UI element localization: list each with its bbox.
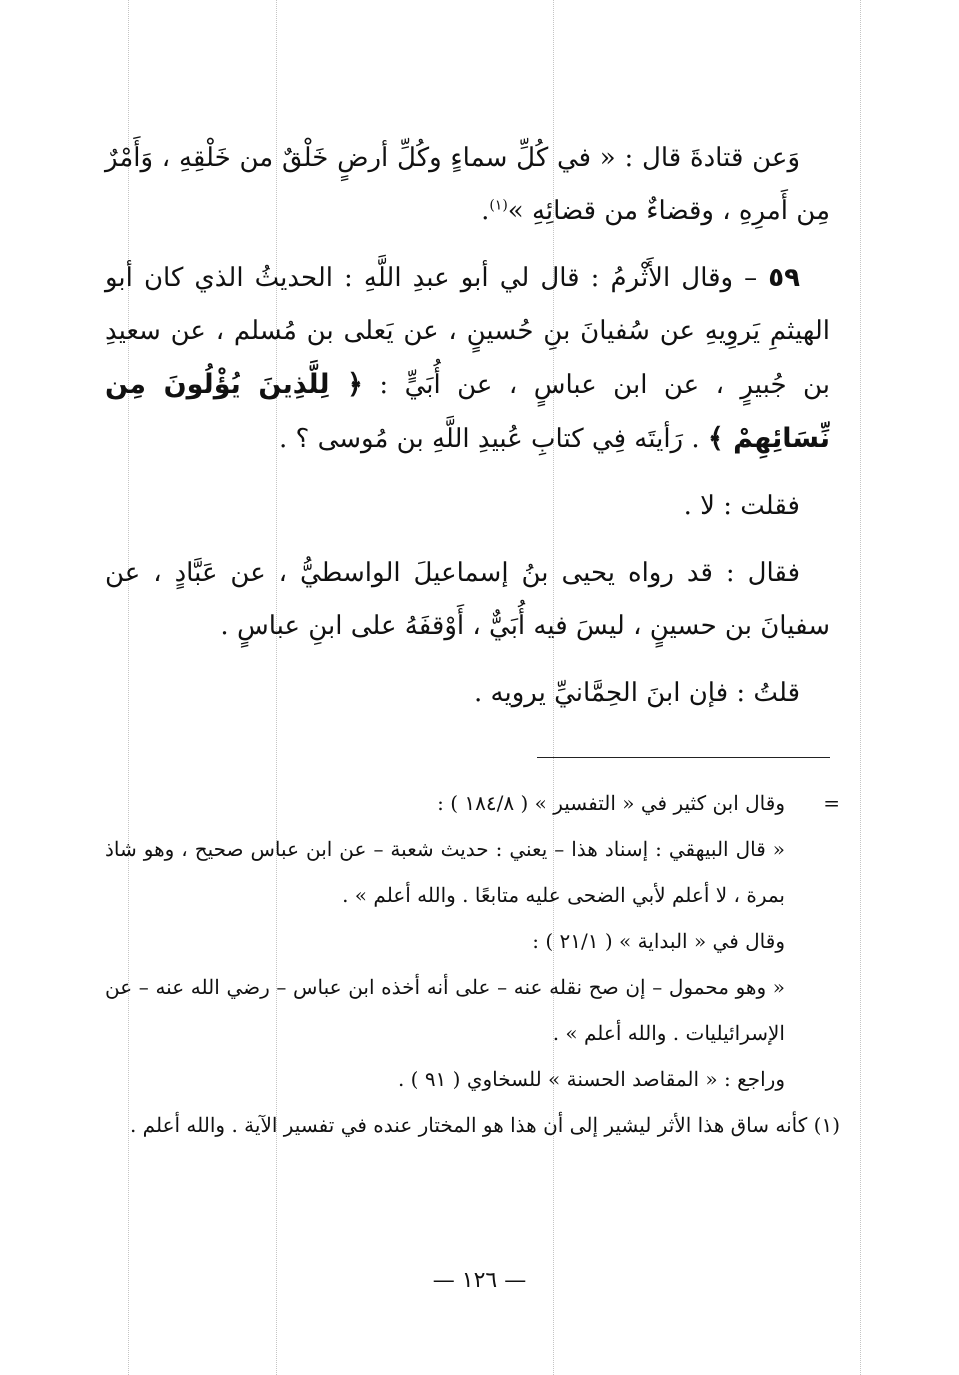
main-text <box>105 132 830 734</box>
footnote-marker: (١) <box>813 1113 840 1137</box>
paragraph-athram <box>105 252 830 466</box>
quran-verse: ﴿ لِلَّذِينَ يُؤْلُونَ مِن نِّسَائِهِمْ ﴾ <box>105 369 830 454</box>
footnote-text: كأنه ساق هذا الأثر ليشير إلى أن هذا هو المختار عنده في تفسير الآية . والله أعلم . <box>129 1113 808 1137</box>
paragraph-reply: فقلت : لا . <box>683 491 800 521</box>
entry-number: ٥٩ <box>768 263 801 293</box>
continuation-mark: = <box>823 791 840 815</box>
paragraph-text: – وقال الأَثْرمُ : قال لي أبو عبدِ اللَّهِ : الحديثُ الذي كان أبو الهيثمِ يَروِيهِ عن سُفيانَ بنِ حُسينٍ ، عن يَعلى بن مُسلم ، عن سعيدِ بن جُبيرٍ ، عن ابن عباسٍ ، عن أُبَيٍّ : <box>105 263 831 400</box>
paragraph-end: . رَأيتَه فِي كتابِ عُبيدِ اللَّهِ بن مُوسى ؟ . <box>279 424 700 454</box>
paragraph-qatada <box>105 132 830 238</box>
paragraph-himmani: قلتُ : فإن ابنَ الحِمَّانيِّ يرويه . <box>474 678 800 708</box>
note-ibn-kathir: وقال ابن كثير في « التفسير » ( ١٨٤/٨ ) : <box>437 791 785 815</box>
footnote-separator <box>537 757 830 758</box>
footnotes <box>105 780 840 1148</box>
paragraph-end: . <box>481 196 490 226</box>
paragraph-yahya: فقال : قد رواه يحيى بنُ إسماعيلَ الواسطيُّ ، عن عَبَّادٍ ، عن سفيانَ بن حسينٍ ، ليسَ فيه أُبَيٌّ ، أَوْقفَهُ على ابنِ عباسٍ . <box>105 558 830 641</box>
note-bidaya: وقال في « البداية » ( ٢١/١ ) : <box>532 929 785 953</box>
scan-guide-line <box>860 0 861 1375</box>
footnote-reference[interactable]: (١) <box>489 197 508 214</box>
paragraph-text: وَعن قتادةَ قال : « في كُلِّ سماءٍ وكُلِّ أرضٍ خَلْقٌ من خَلْقِهِ ، وَأَمْرٌ مِن أَمرِهِ ، وقضاءٌ من قضائِهِ » <box>105 143 830 226</box>
note-bayhaqi-quote: « قال البيهقي : إسناد هذا – يعني : حديث شعبة – عن ابن عباس صحيح ، وهو شاذ بمرة ، لا أعلم لأبي الضحى عليه متابعًا . والله أعلم » . <box>105 837 785 907</box>
note-maqasid: وراجع : « المقاصد الحسنة » للسخاوي ( ٩١ ) . <box>397 1067 785 1091</box>
note-continuation <box>105 780 840 826</box>
page-number: — ١٢٦ — <box>432 1268 527 1293</box>
footnote-1 <box>105 1102 840 1148</box>
note-bidaya-quote: « وهو محمول – إن صح نقله عنه – على أنه أخذه ابن عباس – رضي الله عنه – عن الإسرائيليات . والله أعلم » . <box>105 975 785 1045</box>
